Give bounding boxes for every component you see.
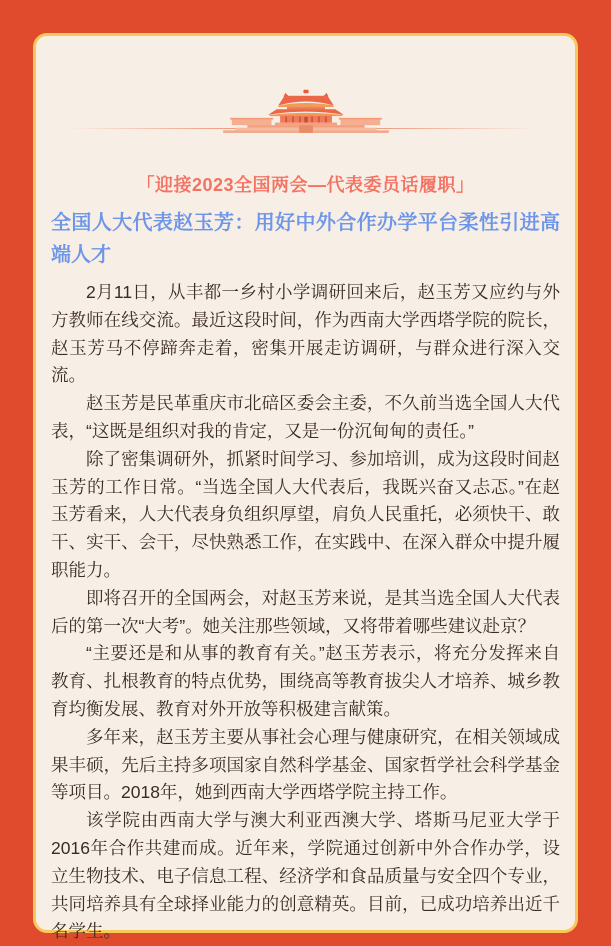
header-decoration <box>51 62 560 133</box>
article-kicker: 「迎接2023全国两会—代表委员话履职」 <box>136 175 475 195</box>
article-body <box>51 279 560 946</box>
article-card <box>33 33 578 942</box>
paragraph: 除了密集调研外，抓紧时间学习、参加培训，成为这段时间赵玉芳的工作日常。“当选全国人大代表后，我既兴奋又忐忑。”在赵玉芳看来，人大代表身负组织厚望，肩负人民重托，必须快干、敢干、实干、会干，尽快熟悉工作，在实践中、在深入群众中提升履职能力。 <box>51 448 560 580</box>
paragraph: 该学院由西南大学与澳大利亚西澳大学、塔斯马尼亚大学于2016年合作共建而成。近年来，学院通过创新中外合作办学，设立生物技术、电子信息工程、经济学和食品质量与安全四个专业，共同培养具有全球择业能力的创意精英。目前，已成功培养出近千名学生。 <box>51 810 560 942</box>
article-title: 全国人大代表赵玉芳：用好中外合作办学平台柔性引进高端人才 <box>51 212 560 266</box>
paragraph: 多年来，赵玉芳主要从事社会心理与健康研究，在相关领域成果丰硕，先后主持多项国家自然科学基金、国家哲学社会科学基金等项目。2018年，她到西南大学西塔学院主持工作。 <box>51 726 560 803</box>
paragraph: 2月11日，从丰都一乡村小学调研回来后，赵玉芳又应约与外方教师在线交流。最近这段时间，作为西南大学西塔学院的院长，赵玉芳马不停蹄奔走着，密集开展走访调研，与群众进行深入交流。 <box>51 282 560 386</box>
paragraph: 即将召开的全国两会，对赵玉芳来说，是其当选全国人大代表后的第一次“大考”。她关注那些领域，又将带着哪些建议赴京？ <box>51 587 560 636</box>
paragraph: 赵玉芳是民革重庆市北碚区委会主委，不久前当选全国人大代表，“这既是组织对我的肯定，又是一份沉甸甸的责任。” <box>51 393 560 441</box>
paragraph: “主要还是和从事的教育有关。”赵玉芳表示，将充分发挥来自教育、扎根教育的特点优势，围绕高等教育拔尖人才培养、城乡教育均衡发展、教育对外开放等积极建言献策。 <box>51 643 560 719</box>
palace-icon <box>202 88 409 133</box>
